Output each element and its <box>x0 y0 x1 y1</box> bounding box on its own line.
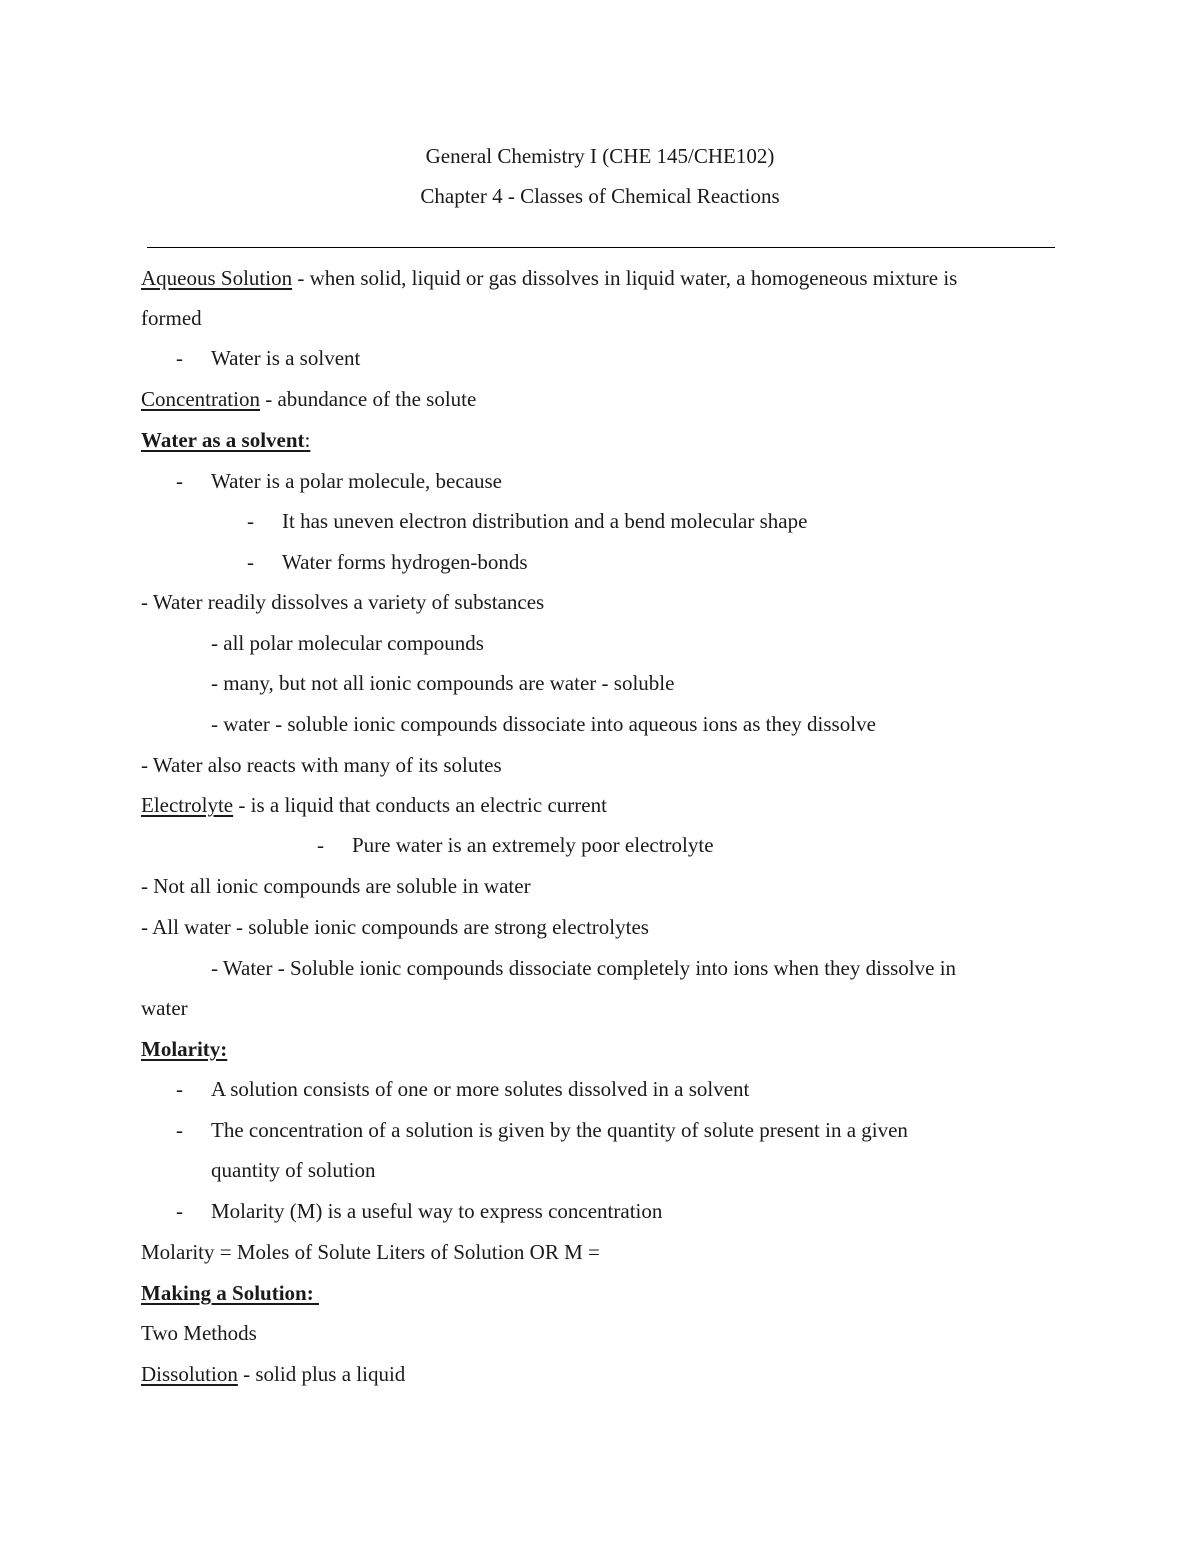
molarity-formula: Molarity = Moles of Solute Liters of Solution OR M = <box>141 1240 600 1264</box>
bullet-item: - The concentration of a solution is given by the quantity of solute present in a given <box>176 1118 908 1142</box>
text-line: - Not all ionic compounds are soluble in water <box>141 874 531 898</box>
bullet-dash: - <box>176 346 183 370</box>
heading-water-as-a-solvent: Water as a solvent: <box>141 428 311 452</box>
bullet-item-continued: quantity of solution <box>211 1158 376 1182</box>
text-line: Two Methods <box>141 1321 257 1345</box>
term-aqueous-solution: Aqueous Solution <box>141 266 293 290</box>
bullet-item: - A solution consists of one or more solutes dissolved in a solvent <box>176 1077 750 1101</box>
concentration-definition: Concentration - abundance of the solute <box>141 387 477 411</box>
dissolution-definition: Dissolution - solid plus a liquid <box>141 1362 406 1386</box>
indented-line: - many, but not all ionic compounds are water - soluble <box>211 671 675 695</box>
text-line: - All water - soluble ionic compounds are strong electrolytes <box>141 915 649 939</box>
sub-bullet-item: - Water forms hydrogen-bonds <box>247 550 528 574</box>
sub-bullet-item: - It has uneven electron distribution and a bend molecular shape <box>247 509 808 533</box>
indented-line: - all polar molecular compounds <box>211 631 484 655</box>
text-line: - Water also reacts with many of its solutes <box>141 753 502 777</box>
electrolyte-definition: Electrolyte - is a liquid that conducts an electric current <box>141 793 607 817</box>
bullet-item: - Molarity (M) is a useful way to express concentration <box>176 1199 663 1223</box>
term-dissolution: Dissolution <box>141 1362 238 1386</box>
aqueous-solution-definition: Aqueous Solution - when solid, liquid or gas dissolves in liquid water, a homogeneous mixture is <box>141 266 958 290</box>
text-line-continued: water <box>141 996 188 1020</box>
indented-line: - Water - Soluble ionic compounds dissociate completely into ions when they dissolve in <box>211 956 957 980</box>
term-electrolyte: Electrolyte <box>141 793 234 817</box>
term-concentration: Concentration <box>141 387 260 411</box>
indented-line: - water - soluble ionic compounds dissociate into aqueous ions as they dissolve <box>211 712 876 736</box>
bullet-item: - Water is a polar molecule, because <box>176 469 503 493</box>
heading-molarity: Molarity: <box>141 1037 228 1061</box>
bullet-item: - Pure water is an extremely poor electrolyte <box>317 833 714 857</box>
horizontal-rule <box>147 247 1055 248</box>
chapter-title: Chapter 4 - Classes of Chemical Reactions <box>420 184 780 208</box>
text-line: - Water readily dissolves a variety of substances <box>141 590 545 614</box>
course-title: General Chemistry I (CHE 145/CHE102) <box>425 144 775 168</box>
aqueous-definition-continued: formed <box>141 306 202 330</box>
heading-making-a-solution: Making a Solution: <box>141 1281 319 1305</box>
bullet-item: - Water is a solvent <box>176 346 361 370</box>
